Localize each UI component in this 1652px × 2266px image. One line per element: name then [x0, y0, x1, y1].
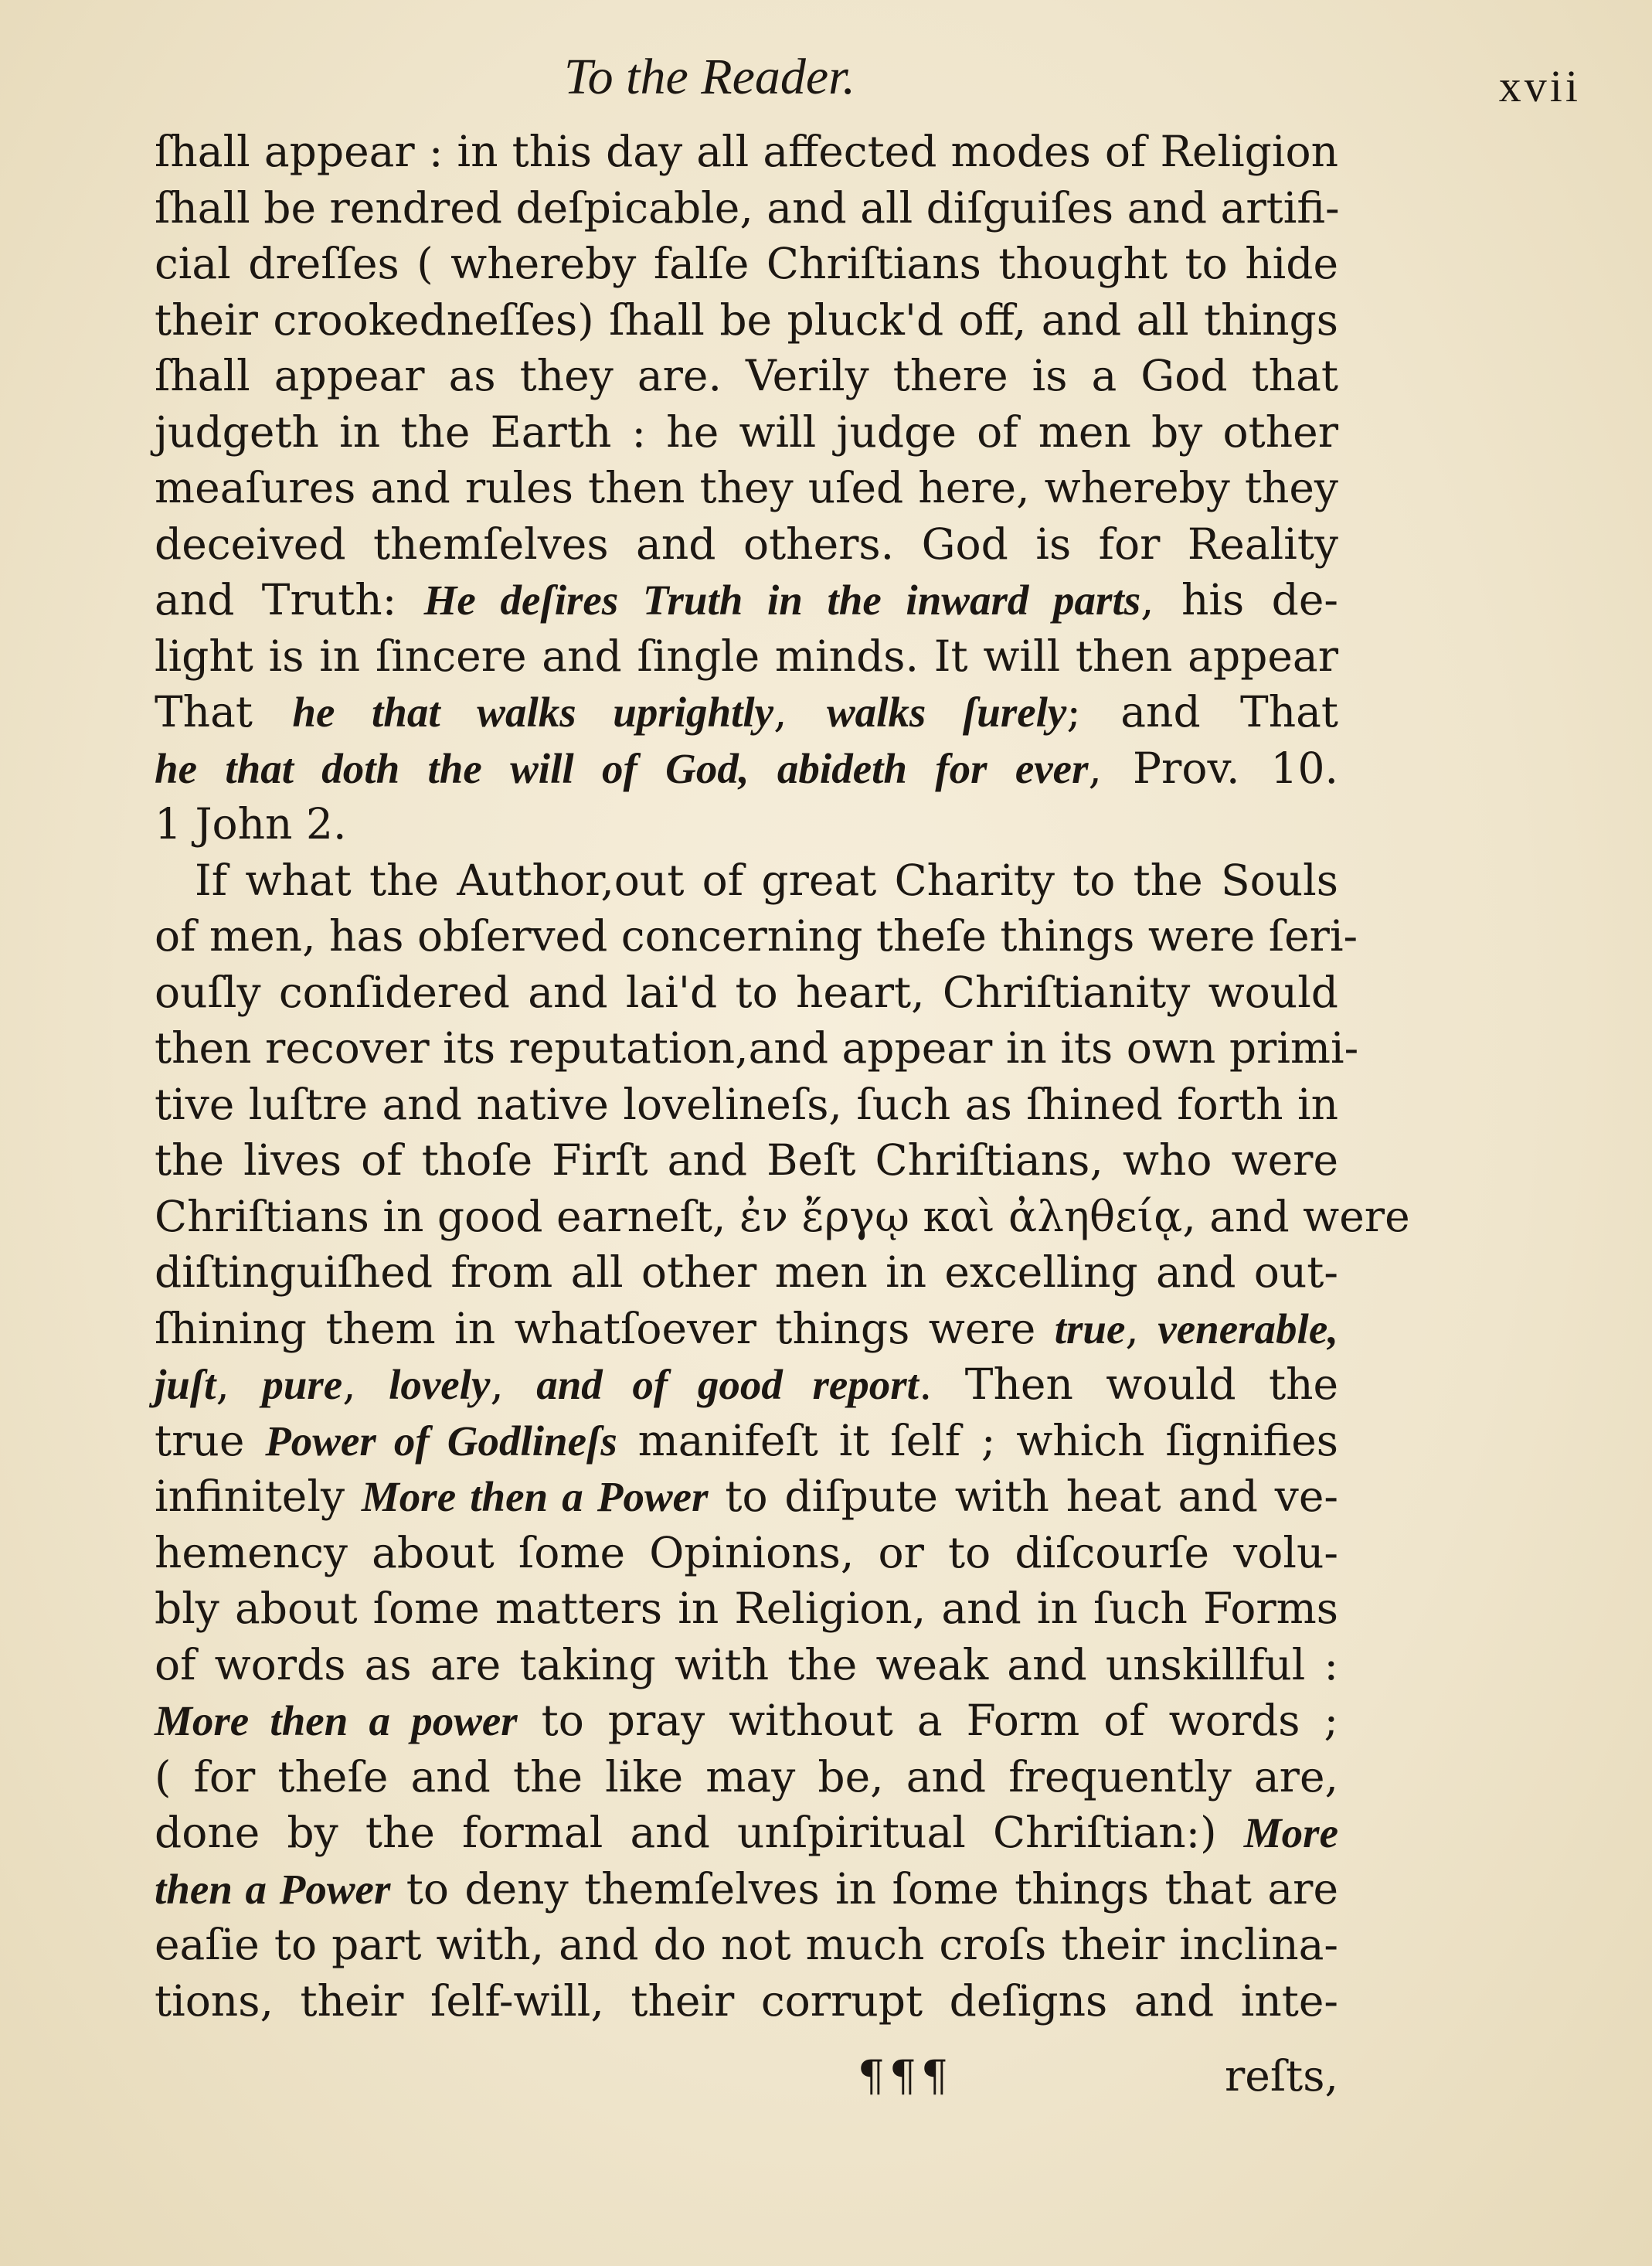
text-line	[155, 796, 1338, 852]
text-line	[155, 572, 1338, 628]
italic-segment: venerable,	[1157, 1305, 1338, 1352]
text-line	[155, 460, 1338, 516]
text-segment: done by the formal and unſpiritual Chriſtian:)	[155, 1808, 1244, 1857]
italic-segment: More then a Power	[361, 1473, 709, 1520]
text-line	[155, 1973, 1338, 2030]
italic-segment: juſt	[155, 1361, 216, 1408]
text-segment: ( for theſe and the like may be, and frequently are,	[155, 1751, 1338, 1802]
text-line	[155, 1020, 1359, 1077]
page-number: xvii	[1498, 61, 1581, 111]
text-segment: to pray without a Form of words ;	[517, 1696, 1339, 1745]
text-segment: tive luſtre and native lovelineſs, ſuch as ſhined forth in	[155, 1079, 1338, 1129]
text-segment: eaſie to part with, and do not much croſs their inclina-	[155, 1920, 1338, 1969]
page-footer	[155, 2048, 1338, 2104]
text-segment: ſhall appear : in this day all affected modes of Religion	[155, 127, 1338, 176]
text-line	[155, 684, 1338, 740]
text-line	[155, 180, 1338, 236]
text-line	[155, 348, 1338, 404]
italic-segment: He deſires Truth in the inward parts	[423, 577, 1141, 624]
text-segment: true	[155, 1415, 266, 1465]
italic-segment: pure	[262, 1361, 343, 1408]
text-line	[155, 740, 1338, 797]
italic-segment: he that walks uprightly	[292, 689, 774, 736]
italic-segment: More	[1243, 1809, 1338, 1856]
text-segment: to deny themſelves in ſome things that are	[390, 1863, 1338, 1914]
italic-segment: lovely	[389, 1361, 491, 1408]
text-line	[155, 516, 1338, 573]
text-line	[155, 908, 1358, 965]
italic-segment: Power of Godlineſs	[265, 1417, 617, 1465]
text-segment: manifeſt it ſelf ; which ſignifies	[617, 1415, 1338, 1465]
text-line	[155, 1749, 1338, 1805]
text-line	[155, 628, 1338, 685]
text-segment: the lives of thoſe Firſt and Beſt Chriſtians, who were	[155, 1135, 1338, 1185]
text-line	[155, 1693, 1338, 1749]
running-title: To the Reader.	[564, 49, 856, 105]
text-segment: to diſpute with heat and ve-	[708, 1472, 1339, 1521]
text-line	[155, 852, 1338, 909]
text-segment: ,	[773, 687, 827, 737]
text-segment: ,	[216, 1359, 263, 1409]
text-line	[155, 1413, 1338, 1469]
text-segment: That	[155, 687, 293, 737]
text-segment: , Prov. 10.	[1088, 743, 1338, 793]
text-line	[155, 1525, 1338, 1581]
text-line	[155, 1189, 1410, 1245]
text-line	[155, 965, 1338, 1021]
catchword: reſts,	[1224, 2051, 1338, 2101]
text-segment: tions, their ſelf-will, their corrupt deſigns and inte-	[155, 1975, 1338, 2026]
text-segment: of words as are taking with the weak and unskillful :	[155, 1639, 1338, 1689]
text-line	[155, 1077, 1338, 1133]
text-line	[155, 1861, 1338, 1917]
text-segment: cial dreſſes ( whereby falſe Chriſtians thought to hide	[155, 239, 1338, 288]
text-segment: If what the Author,out of great Charity to the Souls	[195, 855, 1338, 905]
text-segment: . Then would the	[918, 1359, 1339, 1409]
text-segment: Chriſtians in good earneſt, ἐν ἔργῳ καὶ ἀληθείᾳ, and were	[155, 1191, 1410, 1241]
italic-segment: walks ſurely	[826, 689, 1067, 736]
text-line	[155, 292, 1338, 349]
text-segment: , his de-	[1140, 575, 1338, 624]
text-line	[155, 1637, 1338, 1693]
text-segment: ſhall be rendred deſpicable, and all diſguiſes and artifi-	[155, 182, 1340, 233]
text-segment: infinitely	[155, 1472, 362, 1521]
text-segment: ,	[1125, 1303, 1158, 1353]
text-segment: light is in ſincere and ſingle minds. It will then appear	[155, 631, 1338, 681]
text-line	[155, 1356, 1338, 1413]
text-segment: then recover its reputation,and appear in its own primi-	[155, 1023, 1359, 1073]
text-line	[155, 1301, 1338, 1357]
italic-segment: then a Power	[155, 1865, 391, 1913]
text-segment: ſhining them in whatſoever things were	[155, 1303, 1055, 1353]
signature-mark: ¶¶¶	[858, 2051, 953, 2101]
text-segment: diſtinguiſhed from all other men in excelling and out-	[155, 1247, 1338, 1297]
text-line	[155, 124, 1338, 180]
text-segment: 1 John 2.	[155, 799, 347, 849]
text-segment: hemency about ſome Opinions, or to diſcourſe volu-	[155, 1527, 1338, 1577]
text-segment: deceived themſelves and others. God is for Reality	[155, 519, 1338, 569]
text-segment: ouſly conſidered and lai'd to heart, Chriſtianity would	[155, 967, 1338, 1017]
text-segment: judgeth in the Earth : he will judge of men by other	[155, 407, 1338, 457]
text-segment: bly about ſome matters in Religion, and in ſuch Forms	[155, 1584, 1338, 1633]
text-segment: of men, has obſerved concerning theſe things were ſeri-	[155, 911, 1358, 961]
text-segment: meaſures and rules then they uſed here, whereby they	[155, 463, 1338, 512]
body-text	[155, 124, 1410, 2029]
text-line	[155, 1244, 1338, 1301]
italic-segment: he that doth the will of God, abideth for ever	[155, 744, 1089, 792]
text-segment: their crookedneſſes) ſhall be pluck'd off, and all things	[155, 294, 1338, 345]
text-line	[155, 236, 1338, 292]
text-segment: and Truth:	[155, 575, 424, 624]
italic-segment: and of good report	[536, 1361, 919, 1408]
text-line	[155, 1580, 1338, 1637]
text-segment: ,	[342, 1359, 389, 1409]
text-line	[155, 404, 1338, 461]
italic-segment: More then a power	[155, 1697, 518, 1744]
text-segment: ; and That	[1066, 687, 1339, 737]
text-segment: ſhall appear as they are. Verily there is a God that	[155, 351, 1338, 400]
text-line	[155, 1468, 1338, 1525]
text-segment: ,	[490, 1359, 537, 1409]
text-line	[155, 1805, 1338, 1861]
text-line	[155, 1132, 1338, 1189]
italic-segment: true	[1054, 1305, 1126, 1352]
text-line	[155, 1917, 1338, 1973]
